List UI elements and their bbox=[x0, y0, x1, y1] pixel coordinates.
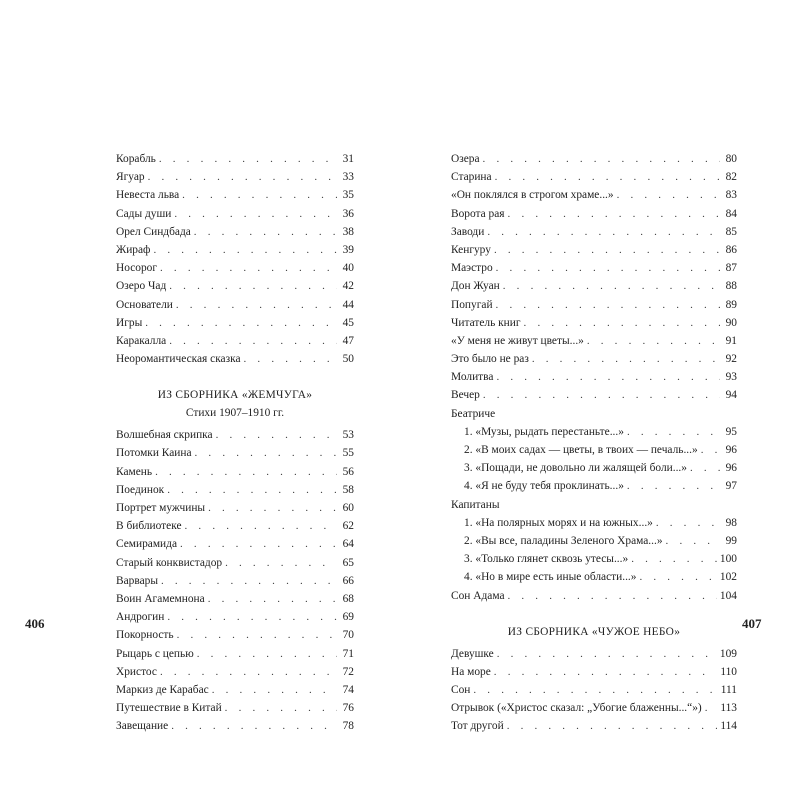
toc-entry bbox=[116, 681, 354, 699]
toc-entry bbox=[451, 168, 737, 186]
toc-entry bbox=[451, 514, 737, 532]
toc-entry bbox=[451, 205, 737, 223]
leader-dots bbox=[169, 332, 337, 350]
toc-entry bbox=[116, 699, 354, 717]
toc-entry-page: 91 bbox=[725, 334, 737, 347]
toc-entry bbox=[116, 717, 354, 735]
leader-dots bbox=[244, 350, 337, 368]
leader-dots bbox=[174, 205, 337, 223]
toc-entry bbox=[116, 241, 354, 259]
toc-entry bbox=[451, 386, 737, 404]
leader-dots bbox=[639, 568, 716, 586]
toc-entry-page: 62 bbox=[342, 520, 354, 533]
toc-entry bbox=[116, 517, 354, 535]
leader-dots bbox=[225, 554, 337, 572]
leader-dots bbox=[705, 699, 718, 717]
toc-entry-page: 110 bbox=[720, 665, 737, 678]
toc-entry-page: 72 bbox=[342, 665, 354, 678]
leader-dots bbox=[496, 368, 720, 386]
toc-entry-title: Андрогин bbox=[116, 611, 165, 624]
toc-list-left-top bbox=[116, 150, 354, 368]
leader-dots bbox=[701, 441, 720, 459]
toc-entry-title: Основатели bbox=[116, 298, 173, 311]
toc-entry bbox=[451, 350, 737, 368]
toc-entry bbox=[116, 572, 354, 590]
toc-entry-page: 84 bbox=[725, 207, 737, 220]
leader-dots bbox=[161, 572, 337, 590]
toc-entry-title: 3. «Пощади, не довольно ли жалящей боли...» bbox=[464, 462, 687, 475]
leader-dots bbox=[503, 277, 720, 295]
toc-entry-page: 33 bbox=[342, 171, 354, 184]
leader-dots bbox=[508, 205, 720, 223]
toc-entry-title: Тот другой bbox=[451, 720, 504, 733]
leader-dots bbox=[225, 699, 337, 717]
left-page-toc bbox=[116, 150, 354, 735]
toc-entry-title: 2. «Вы все, паладины Зеленого Храма...» bbox=[464, 534, 663, 547]
leader-dots bbox=[483, 150, 720, 168]
leader-dots bbox=[177, 626, 337, 644]
toc-list-beatrice bbox=[451, 423, 737, 496]
toc-entry-page: 111 bbox=[720, 684, 737, 697]
leader-dots bbox=[171, 717, 337, 735]
toc-list-son-adama bbox=[451, 587, 737, 605]
toc-entry-title: Невеста льва bbox=[116, 189, 180, 202]
toc-entry bbox=[116, 590, 354, 608]
toc-entry-title: 1. «На полярных морях и на южных...» bbox=[464, 516, 653, 529]
toc-entry-title: 4. «Я не буду тебя проклинать...» bbox=[464, 480, 624, 493]
toc-entry-page: 71 bbox=[342, 647, 354, 660]
section-heading-zhemchuga: ИЗ СБОРНИКА «ЖЕМЧУГА» bbox=[157, 389, 313, 402]
toc-entry-title: Вечер bbox=[451, 389, 480, 402]
leader-dots bbox=[195, 444, 337, 462]
toc-entry-page: 114 bbox=[720, 720, 737, 733]
toc-entry-page: 76 bbox=[342, 702, 354, 715]
toc-entry-title: Портрет мужчины bbox=[116, 502, 206, 514]
toc-entry-title: Неоромантическая сказка bbox=[116, 353, 241, 366]
toc-entry bbox=[116, 645, 354, 663]
toc-entry-page: 96 bbox=[725, 462, 737, 475]
toc-entry-page: 56 bbox=[342, 465, 354, 478]
leader-dots bbox=[631, 550, 717, 568]
toc-entry bbox=[116, 350, 354, 368]
toc-entry-page: 42 bbox=[342, 280, 354, 293]
toc-entry-page: 35 bbox=[342, 189, 354, 202]
toc-entry-page: 66 bbox=[342, 574, 354, 587]
toc-entry-page: 70 bbox=[342, 629, 354, 642]
leader-dots bbox=[160, 259, 337, 277]
toc-entry bbox=[116, 205, 354, 223]
toc-entry-title: Маркиз де Карабас bbox=[116, 683, 209, 696]
toc-entry-page: 85 bbox=[725, 225, 737, 238]
toc-entry bbox=[116, 463, 354, 481]
leader-dots bbox=[473, 681, 717, 699]
toc-list-left-bottom bbox=[116, 426, 354, 735]
toc-entry bbox=[451, 296, 737, 314]
toc-entry bbox=[451, 681, 737, 699]
toc-entry bbox=[451, 550, 737, 568]
toc-entry-title: «У меня не живут цветы...» bbox=[451, 334, 584, 347]
toc-entry bbox=[116, 150, 354, 168]
toc-entry bbox=[116, 499, 354, 517]
toc-entry-page: 38 bbox=[342, 225, 354, 238]
toc-entry bbox=[451, 332, 737, 350]
toc-entry-title: Молитва bbox=[451, 371, 494, 384]
toc-entry-page: 78 bbox=[342, 720, 354, 733]
toc-entry bbox=[116, 277, 354, 295]
toc-entry-title: Сон bbox=[451, 684, 471, 697]
toc-entry-title: «Он поклялся в строгом храме...» bbox=[451, 189, 614, 202]
toc-entry bbox=[451, 314, 737, 332]
leader-dots bbox=[180, 535, 337, 553]
toc-entry bbox=[451, 259, 737, 277]
leader-dots bbox=[508, 587, 717, 605]
toc-entry bbox=[451, 368, 737, 386]
toc-entry bbox=[116, 296, 354, 314]
toc-entry-page: 36 bbox=[342, 207, 354, 220]
toc-entry-page: 82 bbox=[725, 171, 737, 184]
toc-entry-title: Воин Агамемнона bbox=[116, 592, 205, 605]
toc-entry bbox=[451, 459, 737, 477]
toc-entry-title: Игры bbox=[116, 316, 143, 329]
toc-entry bbox=[451, 423, 737, 441]
toc-entry-title: Озеро Чад bbox=[116, 280, 167, 293]
leader-dots bbox=[656, 514, 720, 532]
toc-entry-page: 65 bbox=[342, 556, 354, 569]
toc-entry bbox=[451, 186, 737, 204]
leader-dots bbox=[176, 296, 337, 314]
leader-dots bbox=[487, 223, 720, 241]
toc-entry bbox=[451, 645, 737, 663]
toc-entry bbox=[116, 168, 354, 186]
toc-entry bbox=[116, 332, 354, 350]
toc-entry bbox=[116, 223, 354, 241]
toc-entry-title: 4. «Но в мире есть иные области...» bbox=[464, 571, 637, 584]
leader-dots bbox=[169, 277, 337, 295]
toc-entry-page: 55 bbox=[342, 447, 354, 460]
page-number-right: 407 bbox=[742, 616, 762, 631]
toc-entry bbox=[451, 587, 737, 605]
toc-entry bbox=[451, 663, 737, 681]
toc-entry-title: Читатель книг bbox=[451, 316, 521, 329]
toc-entry-title: 3. «Только глянет сквозь утесы...» bbox=[464, 553, 629, 566]
toc-entry-title: Дон Жуан bbox=[451, 280, 500, 293]
leader-dots bbox=[208, 590, 337, 608]
toc-entry-page: 47 bbox=[342, 334, 354, 347]
toc-list-right-bottom bbox=[451, 645, 737, 736]
leader-dots bbox=[497, 645, 717, 663]
toc-entry-title: Потомки Каина bbox=[116, 447, 192, 460]
toc-entry-page: 100 bbox=[719, 553, 737, 566]
toc-entry bbox=[451, 223, 737, 241]
toc-entry-page: 83 bbox=[725, 189, 737, 202]
leader-dots bbox=[627, 477, 720, 495]
toc-entry bbox=[451, 717, 737, 735]
toc-entry-page: 95 bbox=[725, 425, 737, 438]
leader-dots bbox=[216, 426, 337, 444]
toc-entry-page: 88 bbox=[725, 280, 737, 293]
leader-dots bbox=[496, 259, 720, 277]
toc-entry-page: 98 bbox=[725, 516, 737, 529]
toc-list-captains bbox=[451, 514, 737, 587]
section-heading-chuzhoe-nebo: ИЗ СБОРНИКА «ЧУЖОЕ НЕБО» bbox=[507, 625, 681, 638]
toc-entry-page: 50 bbox=[342, 353, 354, 366]
group-heading-captains: Капитаны bbox=[451, 498, 500, 511]
leader-dots bbox=[496, 296, 720, 314]
toc-entry bbox=[116, 663, 354, 681]
toc-entry bbox=[451, 277, 737, 295]
toc-entry-page: 97 bbox=[725, 480, 737, 493]
toc-entry-page: 40 bbox=[342, 262, 354, 275]
toc-entry-title: Завещание bbox=[116, 720, 169, 733]
toc-entry-title: Заводи bbox=[451, 225, 485, 238]
toc-entry-title: Девушке bbox=[451, 647, 494, 660]
toc-entry-page: 87 bbox=[725, 262, 737, 275]
toc-entry-title: Маэстро bbox=[451, 262, 493, 275]
toc-entry bbox=[451, 532, 737, 550]
toc-entry bbox=[116, 444, 354, 462]
leader-dots bbox=[494, 241, 720, 259]
leader-dots bbox=[194, 223, 337, 241]
toc-entry bbox=[116, 626, 354, 644]
toc-entry bbox=[116, 314, 354, 332]
leader-dots bbox=[159, 150, 337, 168]
toc-entry-title: Рыцарь с цепью bbox=[116, 647, 194, 660]
toc-entry-title: На море bbox=[451, 665, 491, 678]
toc-entry-page: 69 bbox=[342, 611, 354, 624]
toc-entry-page: 99 bbox=[725, 534, 737, 547]
toc-entry-title: Кенгуру bbox=[451, 243, 491, 256]
leader-dots bbox=[160, 663, 337, 681]
toc-entry-page: 90 bbox=[725, 316, 737, 329]
toc-entry-title: В библиотеке bbox=[116, 520, 182, 533]
group-heading-beatrice: Беатриче bbox=[451, 407, 496, 420]
toc-entry bbox=[451, 568, 737, 586]
toc-entry-page: 93 bbox=[725, 371, 737, 384]
toc-entry bbox=[451, 699, 737, 717]
toc-entry-page: 58 bbox=[342, 483, 354, 496]
toc-entry-title: Варвары bbox=[116, 574, 158, 587]
toc-entry-title: Старина bbox=[451, 171, 492, 184]
toc-entry bbox=[451, 477, 737, 495]
toc-entry bbox=[116, 259, 354, 277]
toc-entry bbox=[116, 535, 354, 553]
toc-entry-page: 45 bbox=[342, 316, 354, 329]
toc-entry-page: 60 bbox=[342, 502, 354, 514]
toc-entry-title: Орел Синдбада bbox=[116, 225, 191, 238]
toc-entry-title: Христос bbox=[116, 665, 157, 678]
toc-entry-page: 80 bbox=[725, 153, 737, 165]
leader-dots bbox=[483, 386, 720, 404]
toc-entry-title: Попугай bbox=[451, 298, 493, 311]
toc-entry-page: 89 bbox=[725, 298, 737, 311]
toc-entry-page: 74 bbox=[342, 683, 354, 696]
leader-dots bbox=[494, 663, 718, 681]
toc-entry-title: Озера bbox=[451, 153, 480, 165]
leader-dots bbox=[208, 499, 337, 517]
section-subheading-years: Стихи 1907–1910 гг. bbox=[185, 407, 285, 420]
toc-entry bbox=[116, 426, 354, 444]
toc-entry-page: 96 bbox=[725, 444, 737, 456]
toc-entry-title: Носорог bbox=[116, 262, 158, 275]
leader-dots bbox=[167, 608, 337, 626]
toc-entry-title: Каракалла bbox=[116, 334, 167, 347]
leader-dots bbox=[153, 241, 337, 259]
toc-entry-page: 86 bbox=[725, 243, 737, 256]
toc-entry-page: 31 bbox=[342, 153, 354, 165]
right-page-toc bbox=[451, 150, 737, 736]
toc-entry-page: 102 bbox=[719, 571, 737, 584]
leader-dots bbox=[495, 168, 720, 186]
toc-entry-title: Корабль bbox=[116, 153, 156, 165]
toc-entry-page: 104 bbox=[719, 589, 737, 602]
toc-entry-title: Это было не раз bbox=[451, 353, 529, 366]
toc-entry-title: 1. «Музы, рыдать перестаньте...» bbox=[464, 425, 624, 438]
toc-entry-page: 64 bbox=[342, 538, 354, 551]
leader-dots bbox=[185, 517, 337, 535]
toc-entry-page: 44 bbox=[342, 298, 354, 311]
toc-entry-title: Семирамида bbox=[116, 538, 178, 551]
leader-dots bbox=[182, 186, 337, 204]
toc-entry-page: 94 bbox=[725, 389, 737, 402]
toc-entry bbox=[116, 481, 354, 499]
toc-entry-title: 2. «В моих садах — цветы, в твоих — печаль...» bbox=[464, 444, 698, 456]
toc-list-right-top bbox=[451, 150, 737, 405]
toc-entry bbox=[116, 186, 354, 204]
leader-dots bbox=[507, 717, 718, 735]
leader-dots bbox=[155, 463, 337, 481]
toc-entry-title: Отрывок («Христос сказал: „Убогие блаженны...“») bbox=[451, 702, 702, 715]
toc-entry-title: Волшебная скрипка bbox=[116, 429, 213, 442]
toc-entry-page: 113 bbox=[720, 702, 737, 715]
toc-entry bbox=[116, 608, 354, 626]
leader-dots bbox=[690, 459, 720, 477]
toc-entry-page: 68 bbox=[342, 592, 354, 605]
toc-entry bbox=[451, 241, 737, 259]
toc-entry-title: Жираф bbox=[116, 243, 151, 256]
leader-dots bbox=[532, 350, 720, 368]
toc-entry bbox=[451, 150, 737, 168]
leader-dots bbox=[587, 332, 720, 350]
toc-entry-title: Ворота рая bbox=[451, 207, 505, 220]
leader-dots bbox=[524, 314, 720, 332]
toc-entry-page: 39 bbox=[342, 243, 354, 256]
leader-dots bbox=[627, 423, 720, 441]
toc-entry-title: Сон Адама bbox=[451, 589, 505, 602]
toc-entry-page: 109 bbox=[719, 647, 737, 660]
page-number-left: 406 bbox=[25, 616, 45, 631]
leader-dots bbox=[212, 681, 337, 699]
toc-entry-title: Сады души bbox=[116, 207, 172, 220]
toc-entry-title: Поединок bbox=[116, 483, 165, 496]
toc-entry bbox=[116, 554, 354, 572]
toc-entry-page: 92 bbox=[725, 353, 737, 366]
toc-entry-title: Ягуар bbox=[116, 171, 145, 184]
toc-entry-page: 53 bbox=[342, 429, 354, 442]
leader-dots bbox=[148, 168, 337, 186]
leader-dots bbox=[617, 186, 720, 204]
leader-dots bbox=[197, 645, 337, 663]
leader-dots bbox=[666, 532, 720, 550]
toc-entry-title: Путешествие в Китай bbox=[116, 702, 222, 715]
toc-entry-title: Покорность bbox=[116, 629, 174, 642]
leader-dots bbox=[145, 314, 337, 332]
toc-entry bbox=[451, 441, 737, 459]
toc-entry-title: Камень bbox=[116, 465, 153, 478]
leader-dots bbox=[167, 481, 337, 499]
toc-entry-title: Старый конквистадор bbox=[116, 556, 223, 569]
